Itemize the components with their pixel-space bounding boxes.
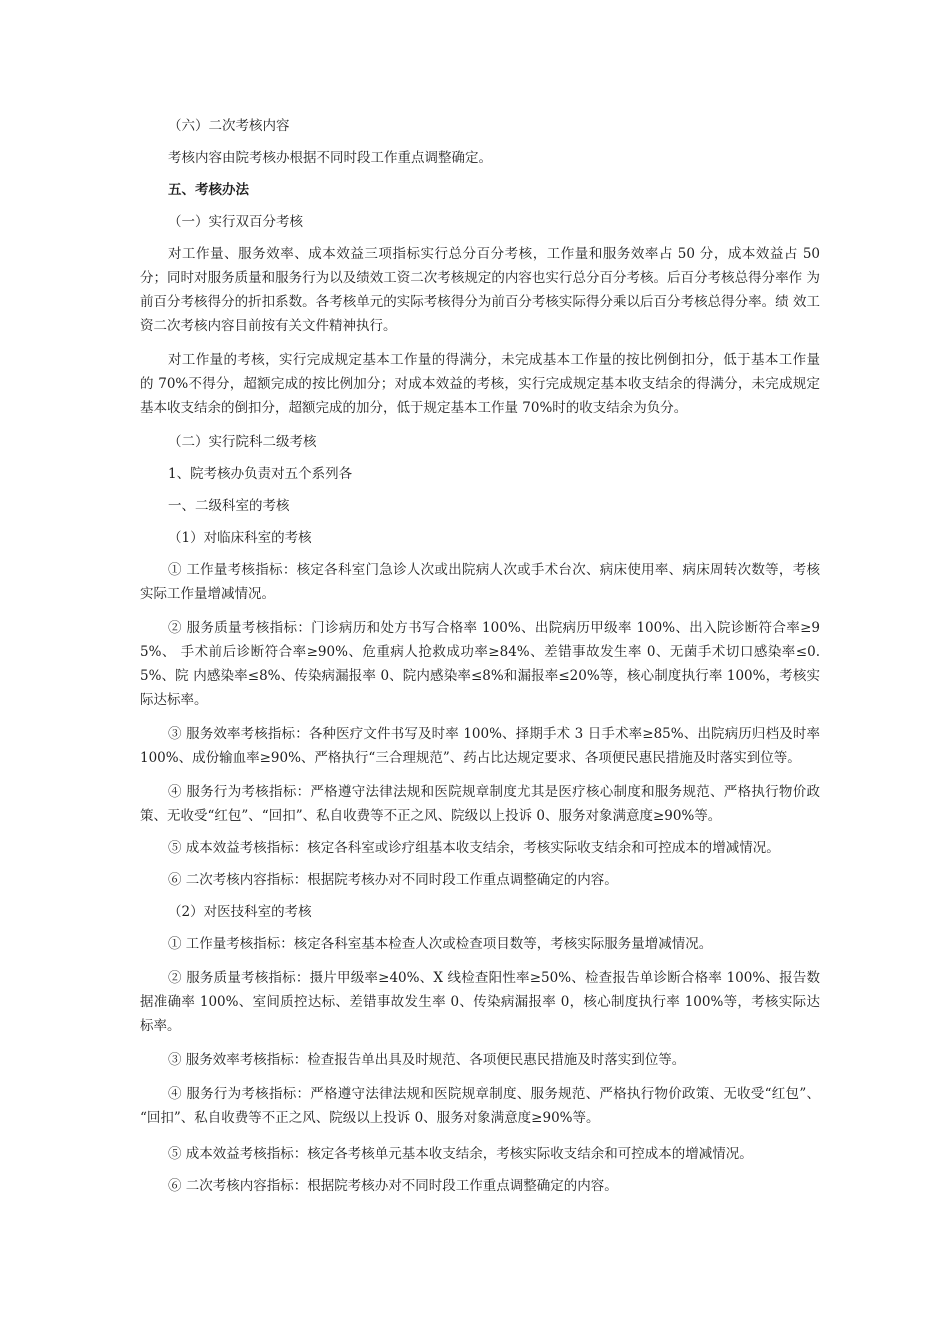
body-paragraph: 1、院考核办负责对五个系列各 bbox=[168, 466, 353, 482]
list-item: ④ 服务行为考核指标：严格遵守法律法规和医院规章制度尤其是医疗核心制度和服务规范、严格执行物价政 策、无收受“红包”、“回扣”、私自收费等不正之风、院级以上投诉 0、服务对象满意度≥90%等。 bbox=[140, 784, 820, 824]
list-item: ⑥ 二次考核内容指标：根据院考核办对不同时段工作重点调整确定的内容。 bbox=[168, 872, 618, 888]
document-body bbox=[140, 114, 820, 1198]
list-item: ③ 服务效率考核指标：各种医疗文件书写及时率 100%、择期手术 3 日手术率≥85%、出院病历归档及时率 100%、成份输血率≥90%、严格执行“三合理规范”、药占比达规定要求、各项便民惠民措施及时落实到位等。 bbox=[140, 726, 820, 766]
subheading-two: （二）实行院科二级考核 bbox=[168, 434, 317, 450]
list-item: ④ 服务行为考核指标：严格遵守法律法规和医院规章制度、服务规范、严格执行物价政策、无收受“红包”、 “回扣”、私自收费等不正之风、院级以上投诉 0、服务对象满意度≥90%等。 bbox=[140, 1086, 820, 1126]
list-item: ⑥ 二次考核内容指标：根据院考核办对不同时段工作重点调整确定的内容。 bbox=[168, 1178, 618, 1194]
subheading-medtech: （2）对医技科室的考核 bbox=[168, 904, 312, 920]
body-paragraph: 对工作量、服务效率、成本效益三项指标实行总分百分考核，工作量和服务效率占 50 分，成本效益占 50 分；同时对服务质量和服务行为以及绩效工资二次考核规定的内容也实行总分百分考核。后百分考核总得分率作 为前百分考核得分的折扣系数。各考核单元的实际考核得分为前百分考核实际得分乘以后百分考核总得分率。绩 效工资二次考核内容目前按有关文件精神执行。 bbox=[140, 246, 820, 334]
list-item: ③ 服务效率考核指标：检查报告单出具及时规范、各项便民惠民措施及时落实到位等。 bbox=[168, 1052, 686, 1068]
body-paragraph: 考核内容由院考核办根据不同时段工作重点调整确定。 bbox=[168, 150, 492, 166]
list-item: ② 服务质量考核指标：门诊病历和处方书写合格率 100%、出院病历甲级率 100%、出入院诊断符合率≥95%、 手术前后诊断符合率≥90%、危重病人抢救成功率≥84%、差错事故发生率 0、无菌手术切口感染率≤0.5%、院 内感染率≤8%、传染病漏报率 0、院内感染率≤8%和漏报率≤20%等，核心制度执行率 100%，考核实际达标率。 bbox=[140, 620, 820, 708]
subheading-clinical: （1）对临床科室的考核 bbox=[168, 530, 312, 546]
list-item: ② 服务质量考核指标：摄片甲级率≥40%、X 线检查阳性率≥50%、检查报告单诊断合格率 100%、报告数 据准确率 100%、室间质控达标、差错事故发生率 0、传染病漏报率 0，核心制度执行率 100%等，考核实际达 标率。 bbox=[140, 970, 820, 1034]
section-heading-five: 五、考核办法 bbox=[168, 182, 249, 198]
list-item: ① 工作量考核指标：核定各科室基本检查人次或检查项目数等，考核实际服务量增减情况。 bbox=[168, 936, 713, 952]
body-paragraph: 对工作量的考核，实行完成规定基本工作量的得满分，未完成基本工作量的按比例倒扣分，低于基本工作量 的 70%不得分，超额完成的按比例加分；对成本效益的考核，实行完成规定基本收支结余的得满分，未完成规定 基本收支结余的倒扣分，超额完成的加分，低于规定基本工作量 70%时的收支结余为负分。 bbox=[140, 352, 820, 416]
list-item: ⑤ 成本效益考核指标：核定各科室或诊疗组基本收支结余，考核实际收支结余和可控成本的增减情况。 bbox=[168, 840, 780, 856]
body-paragraph: 一、二级科室的考核 bbox=[168, 498, 290, 514]
list-item: ① 工作量考核指标：核定各科室门急诊人次或出院病人次或手术台次、病床使用率、病床周转次数等，考核 实际工作量增减情况。 bbox=[140, 562, 820, 602]
list-item: ⑤ 成本效益考核指标：核定各考核单元基本收支结余，考核实际收支结余和可控成本的增减情况。 bbox=[168, 1146, 753, 1162]
subheading-six: （六）二次考核内容 bbox=[168, 118, 290, 134]
subheading-one: （一）实行双百分考核 bbox=[168, 214, 303, 230]
